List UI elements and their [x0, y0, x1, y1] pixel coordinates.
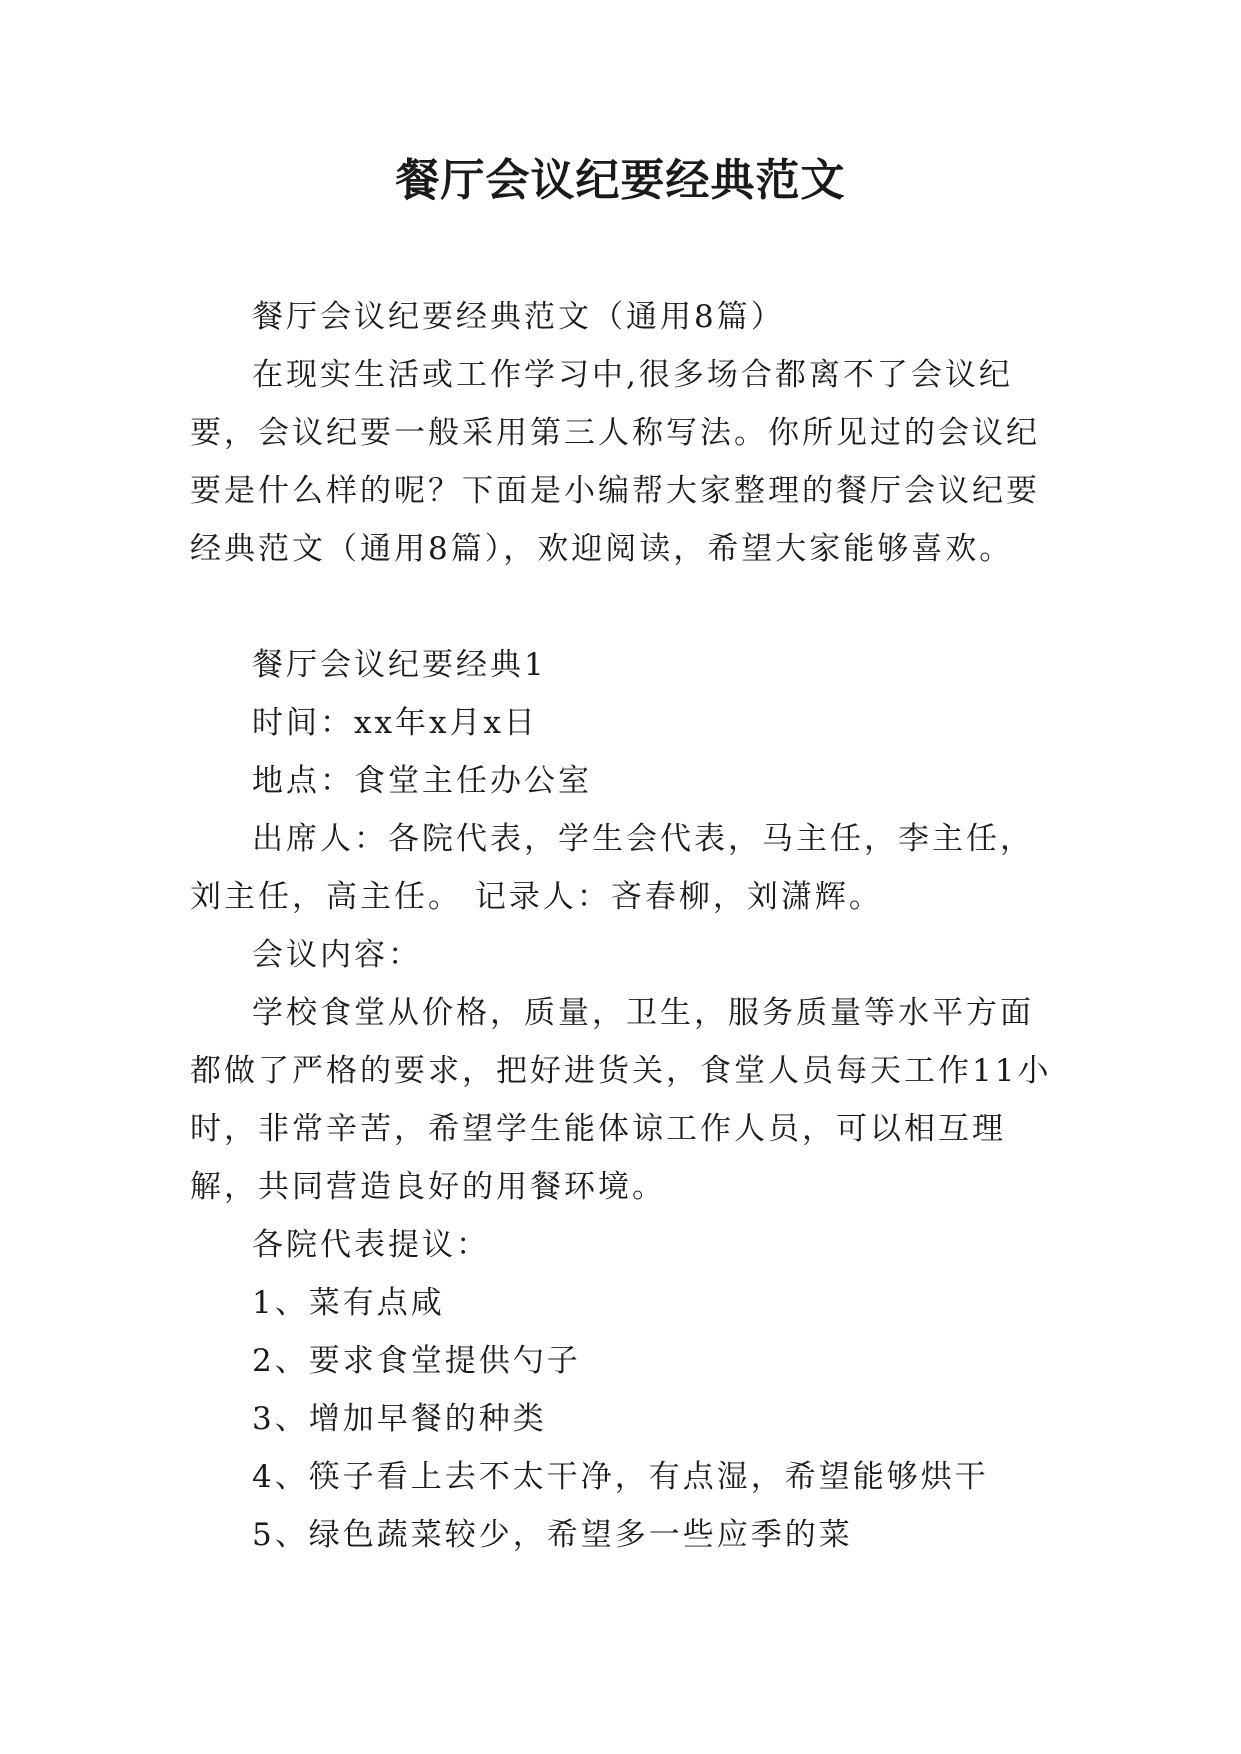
proposal-item: 2、要求食堂提供勺子	[252, 1343, 581, 1379]
proposal-item: 1、菜有点咸	[252, 1285, 445, 1321]
proposal-item: 4、筷子看上去不太干净，有点湿，希望能够烘干	[252, 1459, 989, 1495]
document-title: 餐厅会议纪要经典范文	[395, 155, 846, 206]
proposal-item: 3、增加早餐的种类	[252, 1401, 547, 1437]
proposals-label: 各院代表提议：	[252, 1227, 490, 1263]
subtitle-paragraph: 餐厅会议纪要经典范文（通用8篇）	[252, 299, 785, 335]
content-paragraph: 学校食堂从价格，质量，卫生，服务质量等水平方面都做了严格的要求，把好进货关，食堂人员每天工作11小时，非常辛苦，希望学生能体谅工作人员，可以相互理解，共同营造良好的用餐环境。	[190, 995, 1052, 1205]
content-label: 会议内容：	[252, 937, 422, 973]
section-heading: 餐厅会议纪要经典1	[252, 647, 547, 683]
paragraph-spacer	[190, 578, 1060, 636]
time-line: 时间：xx年x月x日	[252, 705, 538, 741]
proposal-item: 5、绿色蔬菜较少，希望多一些应季的菜	[252, 1517, 853, 1553]
attendees-paragraph: 出席人：各院代表，学生会代表，马主任，李主任，刘主任，高主任。 记录人：吝春柳，刘潇辉。	[190, 821, 1034, 915]
place-line: 地点：食堂主任办公室	[252, 763, 592, 799]
document-body	[190, 288, 1060, 1564]
intro-paragraph: 在现实生活或工作学习中,很多场合都离不了会议纪要，会议纪要一般采用第三人称写法。你所见过的会议纪要是什么样的呢？下面是小编帮大家整理的餐厅会议纪要经典范文（通用8篇），欢迎阅读，希望大家能够喜欢。	[190, 357, 1040, 567]
